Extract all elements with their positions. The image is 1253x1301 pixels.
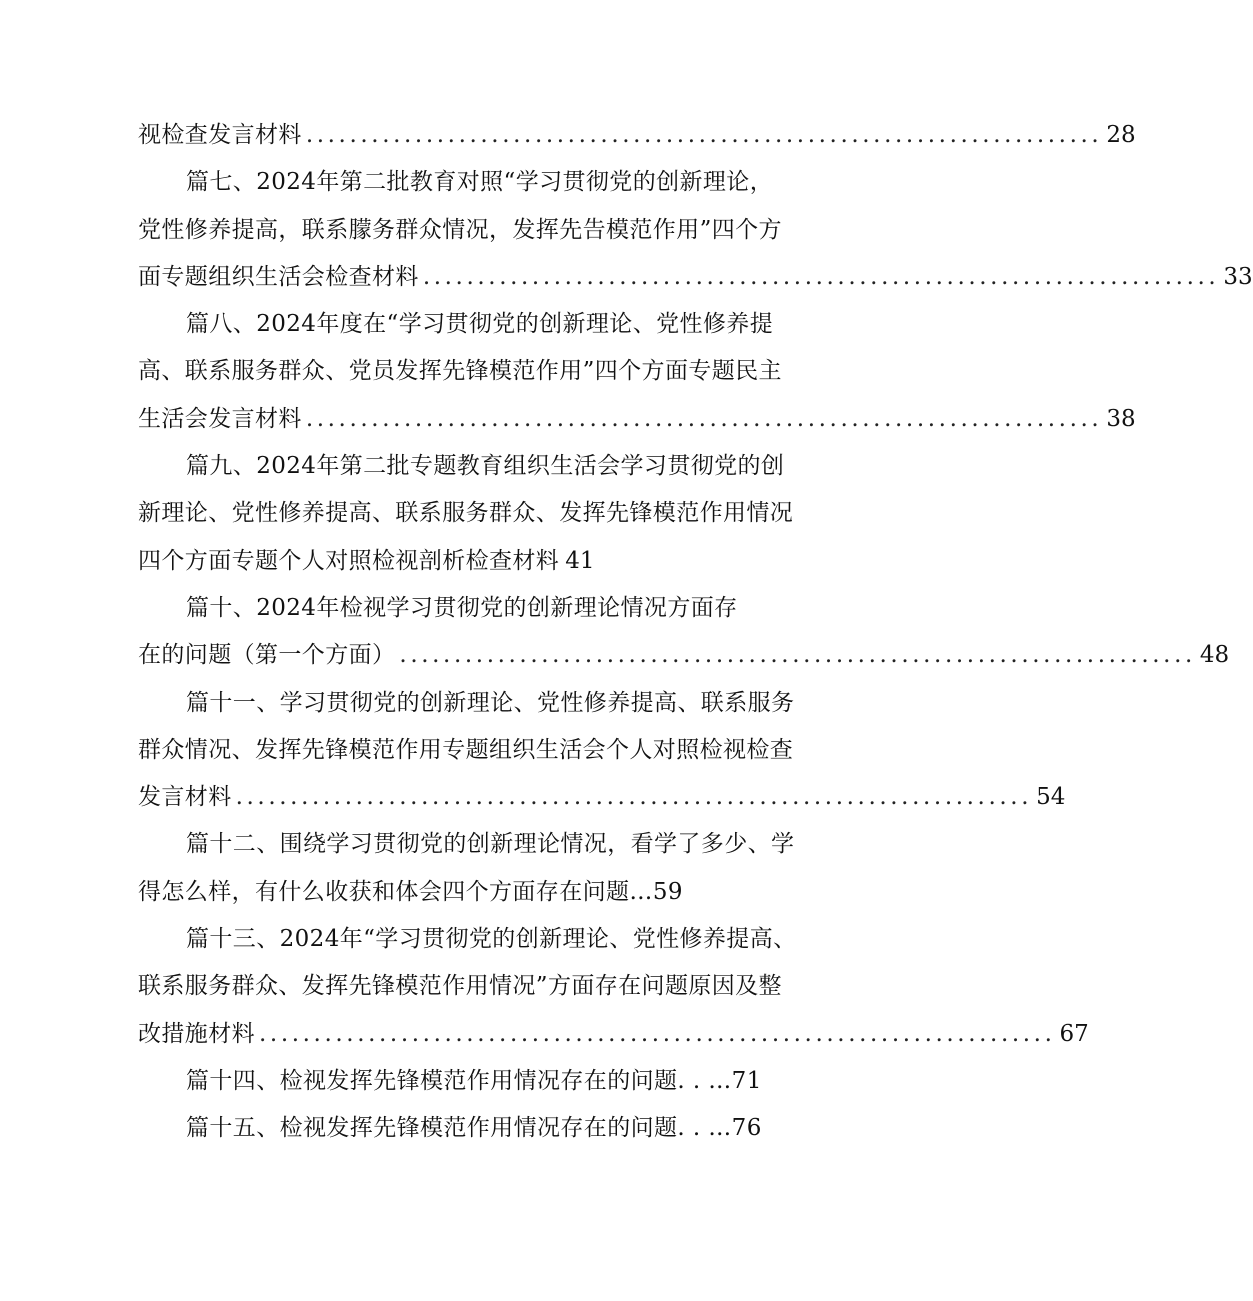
toc-page-number: 48 [1199, 642, 1230, 669]
toc-entry-text: 视检查发言材料 [138, 122, 302, 148]
toc-line [138, 1011, 1089, 1058]
toc-page-number: 76 [731, 1115, 762, 1142]
toc-entry-text: 生活会发言材料 [138, 405, 302, 432]
toc-entry-text: 在的问题（第一个方面） [138, 642, 396, 669]
dot-leader: ......................................................................... [422, 263, 1220, 290]
toc-line [138, 443, 788, 490]
toc-line [138, 585, 788, 632]
toc-page-number: 33 [1223, 263, 1253, 290]
toc-page-number: 41 [565, 547, 595, 574]
toc-entry-text: 得怎么样，有什么收获和体会四个方面存在问题… [138, 878, 653, 905]
toc-entry-text: 群众情况、发挥先锋模范作用专题组织生活会个人对照检视检查 [138, 736, 794, 763]
toc-line [138, 301, 788, 348]
toc-line [138, 396, 1136, 443]
toc-line [138, 1105, 788, 1152]
toc-line [138, 538, 788, 585]
toc-line [138, 963, 788, 1010]
toc-entry-text: 篇十五、检视发挥先锋模范作用情况存在的问题. . … [186, 1115, 732, 1142]
toc-line [138, 207, 788, 254]
toc-line [138, 632, 1230, 679]
toc-line [138, 727, 794, 774]
toc-line [138, 916, 797, 963]
toc-entry-text: 高、联系服务群众、党员发挥先锋模范作用”四个方面专题民主 [138, 358, 782, 385]
toc-line [138, 348, 788, 395]
toc-line [138, 869, 788, 916]
toc-entry-text: 篇九、2024年第二批专题教育组织生活会学习贯彻党的创 [186, 453, 785, 480]
toc-page-number: 67 [1059, 1020, 1089, 1047]
toc-page-number: 54 [1036, 784, 1066, 811]
toc-line [138, 490, 794, 537]
dot-leader: ......................................................................... [399, 642, 1196, 669]
toc-page-number: 59 [652, 878, 683, 905]
table-of-contents [138, 112, 1253, 1153]
toc-entry-text: 面专题组织生活会检查材料 [138, 263, 419, 290]
toc-entry-text: 篇十一、学习贯彻党的创新理论、党性修养提高、联系服务 [186, 689, 795, 716]
toc-entry-text: 改措施材料 [138, 1020, 255, 1047]
toc-entry-text: 篇十四、检视发挥先锋模范作用情况存在的问题. . … [186, 1067, 732, 1094]
toc-line [138, 159, 788, 206]
toc-page-number: 38 [1106, 405, 1136, 432]
dot-leader: ......................................................................... [259, 1020, 1056, 1047]
toc-line [138, 774, 1066, 821]
toc-entry-text: 篇八、2024年度在“学习贯彻党的创新理论、党性修养提 [186, 311, 774, 338]
toc-line [138, 680, 795, 727]
toc-entry-text: 发言材料 [138, 784, 232, 811]
dot-leader: ......................................................................... [305, 122, 1103, 148]
toc-entry-text: 篇十二、围绕学习贯彻党的创新理论情况，看学了多少、学 [186, 831, 795, 858]
toc-line [138, 821, 795, 868]
toc-line [138, 1058, 788, 1105]
dot-leader: ......................................................................... [235, 784, 1033, 811]
toc-entry-text: 党性修养提高，联系朦务群众情况，发挥先告模范作用”四个方 [138, 216, 782, 243]
toc-line [138, 254, 1253, 301]
toc-entry-text: 篇七、2024年第二批教育对照“学习贯彻党的创新理论， [186, 169, 774, 196]
toc-line [138, 112, 1136, 159]
toc-page-number: 28 [1106, 122, 1136, 148]
toc-entry-text: 四个方面专题个人对照检视剖析检查材料 [138, 547, 560, 574]
toc-entry-text: 篇十、2024年检视学习贯彻党的创新理论情况方面存 [186, 594, 738, 621]
dot-leader: ......................................................................... [305, 405, 1103, 432]
toc-entry-text: 联系服务群众、发挥先锋模范作用情况”方面存在问题原因及整 [138, 973, 782, 1000]
toc-entry-text: 新理论、党性修养提高、联系服务群众、发挥先锋模范作用情况 [138, 500, 794, 527]
toc-page-number: 71 [731, 1067, 762, 1094]
toc-entry-text: 篇十三、2024年“学习贯彻党的创新理论、党性修养提高、 [186, 926, 797, 953]
